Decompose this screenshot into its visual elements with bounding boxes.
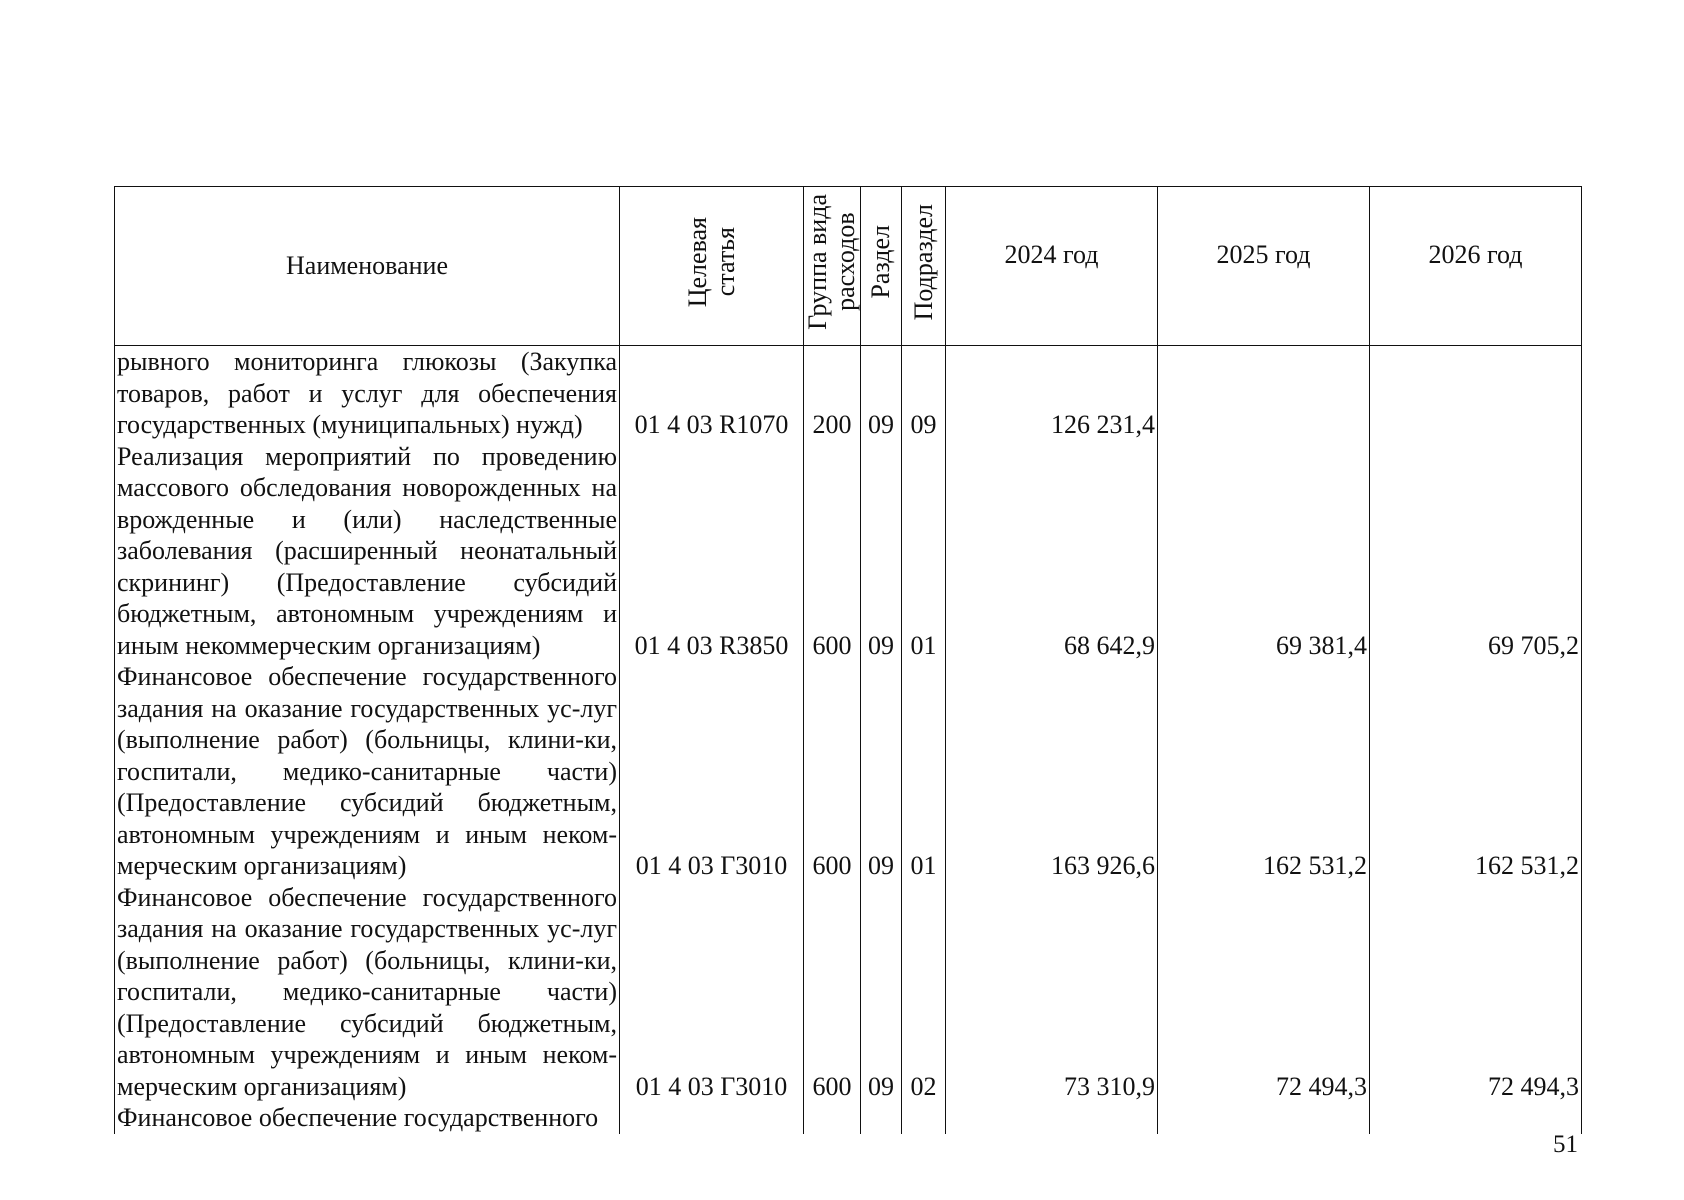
cell-amount-2026: 162 531,2 bbox=[1370, 661, 1582, 882]
header-subsection: Подраздел bbox=[902, 187, 946, 346]
cell-amount-2024: 163 926,6 bbox=[946, 661, 1158, 882]
cell-subsection bbox=[902, 1102, 946, 1134]
cell-amount-2024: 68 642,9 bbox=[946, 441, 1158, 662]
table-header-row bbox=[115, 187, 1582, 346]
header-section: Раздел bbox=[861, 187, 902, 346]
header-expense-group: Группа вида расходов bbox=[804, 187, 861, 346]
cell-name: Финансовое обеспечение государственного bbox=[115, 1102, 620, 1134]
table-row bbox=[115, 661, 1582, 882]
cell-amount-2026 bbox=[1370, 346, 1582, 441]
header-target-article: Целевая статья bbox=[620, 187, 804, 346]
cell-subsection: 09 bbox=[902, 346, 946, 441]
budget-table bbox=[114, 186, 1582, 1134]
cell-name: Реализация мероприятий по проведению массового обследования новорожденных на врожденные и (или) наследственные заболевания (расширенный неонатальный скрининг) (Предоставление субсидий бюджетным, автономным учреждениям и иным некоммерческим организациям) bbox=[115, 441, 620, 662]
cell-amount-2025 bbox=[1158, 346, 1370, 441]
cell-name: Финансовое обеспечение государственного задания на оказание государственных ус-луг (выполнение работ) (больницы, клини-ки, госпитали, медико-санитарные части) (Предоставление субсидий бюджетным, автономным учреждениям и иным неком-мерческим организациям) bbox=[115, 661, 620, 882]
cell-target-article bbox=[620, 1102, 804, 1134]
cell-name: Финансовое обеспечение государственного задания на оказание государственных ус-луг (выполнение работ) (больницы, клини-ки, госпитали, медико-санитарные части) (Предоставление субсидий бюджетным, автономным учреждениям и иным неком-мерческим организациям) bbox=[115, 882, 620, 1103]
table-row bbox=[115, 346, 1582, 441]
cell-subsection: 01 bbox=[902, 661, 946, 882]
cell-expense-group: 600 bbox=[804, 661, 861, 882]
cell-amount-2024 bbox=[946, 1102, 1158, 1134]
cell-subsection: 02 bbox=[902, 882, 946, 1103]
cell-amount-2026: 72 494,3 bbox=[1370, 882, 1582, 1103]
cell-amount-2024: 73 310,9 bbox=[946, 882, 1158, 1103]
cell-expense-group bbox=[804, 1102, 861, 1134]
page-number: 51 bbox=[1553, 1131, 1578, 1158]
cell-amount-2025 bbox=[1158, 1102, 1370, 1134]
cell-expense-group: 600 bbox=[804, 441, 861, 662]
cell-expense-group: 600 bbox=[804, 882, 861, 1103]
cell-target-article: 01 4 03 Г3010 bbox=[620, 882, 804, 1103]
table-row bbox=[115, 1102, 1582, 1134]
header-year-2024: 2024 год bbox=[946, 187, 1158, 346]
cell-section: 09 bbox=[861, 661, 902, 882]
header-name: Наименование bbox=[115, 187, 620, 346]
cell-target-article: 01 4 03 R3850 bbox=[620, 441, 804, 662]
cell-amount-2025: 72 494,3 bbox=[1158, 882, 1370, 1103]
table-row bbox=[115, 441, 1582, 662]
cell-section: 09 bbox=[861, 346, 902, 441]
cell-amount-2026 bbox=[1370, 1102, 1582, 1134]
cell-amount-2025: 69 381,4 bbox=[1158, 441, 1370, 662]
cell-section: 09 bbox=[861, 441, 902, 662]
cell-amount-2024: 126 231,4 bbox=[946, 346, 1158, 441]
cell-target-article: 01 4 03 R1070 bbox=[620, 346, 804, 441]
header-year-2025: 2025 год bbox=[1158, 187, 1370, 346]
header-year-2026: 2026 год bbox=[1370, 187, 1582, 346]
table-row bbox=[115, 882, 1582, 1103]
cell-expense-group: 200 bbox=[804, 346, 861, 441]
cell-name: рывного мониторинга глюкозы (Закупка товаров, работ и услуг для обеспечения государственных (муниципальных) нужд) bbox=[115, 346, 620, 441]
cell-target-article: 01 4 03 Г3010 bbox=[620, 661, 804, 882]
cell-subsection: 01 bbox=[902, 441, 946, 662]
cell-section: 09 bbox=[861, 882, 902, 1103]
cell-section bbox=[861, 1102, 902, 1134]
cell-amount-2025: 162 531,2 bbox=[1158, 661, 1370, 882]
cell-amount-2026: 69 705,2 bbox=[1370, 441, 1582, 662]
